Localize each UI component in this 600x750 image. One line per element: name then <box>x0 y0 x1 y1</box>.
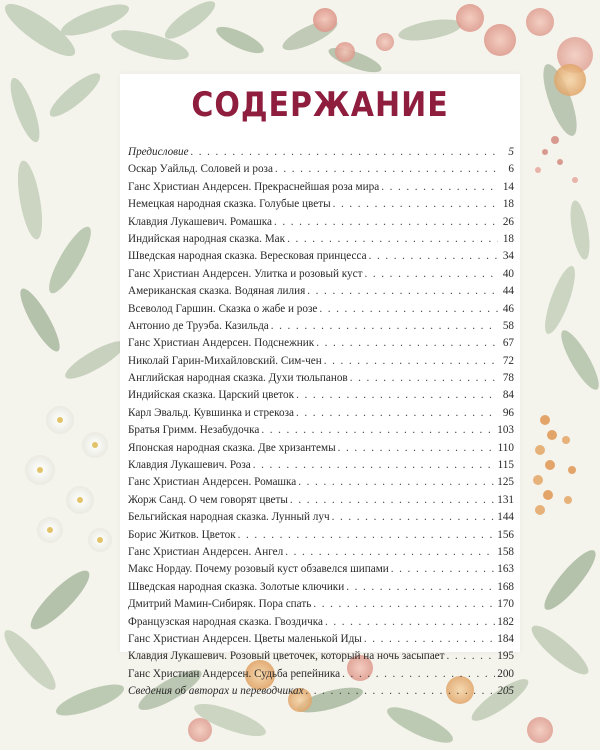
toc-entry-title: Клавдия Лукашевич. Роза <box>128 459 251 472</box>
toc-entry-page: 156 <box>497 528 514 541</box>
toc-leader-dots <box>324 353 498 370</box>
toc-entry <box>128 474 514 491</box>
toc-entry-title: Немецкая народная сказка. Голубые цветы <box>128 198 331 211</box>
toc-entry <box>128 179 514 196</box>
toc-entry <box>128 596 514 613</box>
toc-entry <box>128 561 514 578</box>
toc-leader-dots <box>261 422 495 439</box>
toc-entry <box>128 527 514 544</box>
toc-leader-dots <box>191 144 498 161</box>
toc-entry-page: 14 <box>502 180 514 193</box>
toc-entry-page: 34 <box>502 250 514 263</box>
toc-entry-page: 158 <box>497 545 514 558</box>
toc-entry-title: Карл Эвальд. Кувшинка и стрекоза <box>128 406 294 419</box>
toc-leader-dots <box>287 231 498 248</box>
toc-entry-title: Сведения об авторах и переводчиках <box>128 685 304 698</box>
flowers-top-right <box>535 61 593 261</box>
toc-entry-page: 182 <box>497 615 514 628</box>
toc-entry <box>128 266 514 283</box>
toc-entry-title: Оскар Уайльд. Соловей и роза <box>128 163 273 176</box>
toc-entry-page: 205 <box>497 685 514 698</box>
toc-leader-dots <box>253 457 496 474</box>
toc-entry <box>128 579 514 596</box>
toc-entry <box>128 509 514 526</box>
toc-entry-title: Ганс Христиан Андерсен. Цветы маленькой Иды <box>128 632 362 645</box>
toc-leader-dots <box>271 318 498 335</box>
toc-leader-dots <box>316 335 498 352</box>
toc-entry-title: Жорж Санд. О чем говорят цветы <box>128 493 288 506</box>
toc-entry-page: 125 <box>497 476 514 489</box>
toc-entry <box>128 248 514 265</box>
page-title: СОДЕРЖАНИЕ <box>191 85 449 126</box>
toc-entry <box>128 318 514 335</box>
toc-leader-dots <box>319 301 498 318</box>
toc-entry-page: 67 <box>502 337 514 350</box>
toc-entry-title: Ганс Христиан Андерсен. Ромашка <box>128 476 297 489</box>
toc-leader-dots <box>306 683 496 700</box>
toc-entry-title: Макс Нордау. Почему розовый куст обзавелся шипами <box>128 563 389 576</box>
toc-entry-page: 44 <box>502 285 514 298</box>
toc-entry <box>128 492 514 509</box>
table-of-contents <box>128 144 514 701</box>
toc-leader-dots <box>346 579 495 596</box>
toc-entry-title: Всеволод Гаршин. Сказка о жабе и розе <box>128 302 318 315</box>
toc-entry-title: Бельгийская народная сказка. Лунный луч <box>128 511 330 524</box>
toc-leader-dots <box>364 631 495 648</box>
toc-leader-dots <box>290 492 495 509</box>
toc-entry-title: Николай Гарин-Михайловский. Сим-чен <box>128 354 322 367</box>
toc-entry <box>128 196 514 213</box>
toc-leader-dots <box>342 666 495 683</box>
toc-entry <box>128 683 514 700</box>
toc-leader-dots <box>447 648 496 665</box>
toc-leader-dots <box>275 161 498 178</box>
toc-leader-dots <box>332 509 496 526</box>
toc-entry <box>128 440 514 457</box>
toc-leader-dots <box>313 596 495 613</box>
toc-entry <box>128 405 514 422</box>
toc-entry-title: Ганс Христиан Андерсен. Судьба репейника <box>128 667 341 680</box>
toc-entry <box>128 144 514 161</box>
toc-entry-title: Японская народная сказка. Две хризантемы <box>128 441 336 454</box>
toc-entry-title: Ганс Христиан Андерсен. Подснежник <box>128 337 315 350</box>
toc-leader-dots <box>365 266 499 283</box>
toc-entry-page: 26 <box>502 215 514 228</box>
toc-entry-page: 131 <box>497 493 514 506</box>
toc-entry-page: 46 <box>502 302 514 315</box>
toc-entry-title: Предисловие <box>128 146 189 158</box>
toc-entry <box>128 231 514 248</box>
toc-entry <box>128 387 514 404</box>
toc-entry-title: Индийская сказка. Царский цветок <box>128 389 295 402</box>
toc-entry <box>128 161 514 178</box>
toc-leader-dots <box>381 179 498 196</box>
toc-entry-title: Антонио де Труэба. Казильда <box>128 319 269 332</box>
toc-entry <box>128 283 514 300</box>
toc-entry-title: Ганс Христиан Андерсен. Ангел <box>128 545 284 558</box>
toc-entry <box>128 614 514 631</box>
toc-entry-title: Индийская народная сказка. Мак <box>128 232 286 245</box>
toc-leader-dots <box>298 474 495 491</box>
toc-entry-title: Братья Гримм. Незабудочка <box>128 424 260 437</box>
toc-entry <box>128 648 514 665</box>
toc-leader-dots <box>296 405 498 422</box>
toc-entry-page: 115 <box>497 459 514 472</box>
toc-leader-dots <box>333 196 498 213</box>
toc-entry-page: 170 <box>497 598 514 611</box>
toc-entry-title: Клавдия Лукашевич. Ромашка <box>128 215 272 228</box>
toc-leader-dots <box>238 527 496 544</box>
toc-entry <box>128 666 514 683</box>
flowers-left <box>0 159 129 722</box>
toc-entry-title: Клавдия Лукашевич. Розовый цветочек, который на ночь засыпает <box>128 650 445 663</box>
toc-entry-title: Шведская народная сказка. Вересковая принцесса <box>128 250 367 263</box>
toc-entry-page: 168 <box>497 580 514 593</box>
toc-entry-page: 200 <box>497 667 514 680</box>
toc-entry-page: 18 <box>502 232 514 245</box>
toc-entry-page: 110 <box>497 441 514 454</box>
toc-entry-page: 144 <box>497 511 514 524</box>
toc-entry-page: 18 <box>502 198 514 211</box>
toc-entry-title: Борис Житков. Цветок <box>128 528 236 541</box>
toc-entry-title: Шведская народная сказка. Золотые ключики <box>128 580 345 593</box>
toc-entry <box>128 544 514 561</box>
flowers-right <box>526 263 600 681</box>
toc-leader-dots <box>369 248 498 265</box>
toc-leader-dots <box>296 387 498 404</box>
toc-entry-title: Английская народная сказка. Духи тюльпанов <box>128 372 348 385</box>
toc-entry-title: Французская народная сказка. Гвоздичка <box>128 615 323 628</box>
toc-entry <box>128 631 514 648</box>
toc-entry-title: Американская сказка. Водяная лилия <box>128 285 306 298</box>
toc-entry-page: 58 <box>502 319 514 332</box>
toc-leader-dots <box>391 561 495 578</box>
toc-entry-page: 163 <box>497 563 514 576</box>
toc-entry <box>128 422 514 439</box>
toc-leader-dots <box>338 440 496 457</box>
toc-leader-dots <box>307 283 498 300</box>
toc-entry <box>128 301 514 318</box>
toc-leader-dots <box>350 370 498 387</box>
toc-entry-title: Ганс Христиан Андерсен. Улитка и розовый куст <box>128 267 363 280</box>
toc-entry-page: 40 <box>502 267 514 280</box>
toc-entry <box>128 370 514 387</box>
toc-leader-dots <box>274 214 498 231</box>
toc-entry-page: 5 <box>508 146 514 158</box>
toc-entry-page: 184 <box>497 632 514 645</box>
toc-entry-page: 72 <box>502 354 514 367</box>
toc-entry-title: Дмитрий Мамин-Сибиряк. Пора спать <box>128 598 312 611</box>
toc-entry-title: Ганс Христиан Андерсен. Прекраснейшая роза мира <box>128 180 380 193</box>
toc-entry-page: 78 <box>502 372 514 385</box>
toc-entry-page: 195 <box>497 650 514 663</box>
toc-entry-page: 84 <box>502 389 514 402</box>
toc-entry <box>128 335 514 352</box>
toc-entry-page: 96 <box>502 406 514 419</box>
toc-entry-page: 6 <box>508 163 514 176</box>
toc-leader-dots <box>325 614 495 631</box>
toc-entry <box>128 214 514 231</box>
toc-entry <box>128 457 514 474</box>
toc-entry-page: 103 <box>497 424 514 437</box>
toc-leader-dots <box>285 544 495 561</box>
toc-entry <box>128 353 514 370</box>
